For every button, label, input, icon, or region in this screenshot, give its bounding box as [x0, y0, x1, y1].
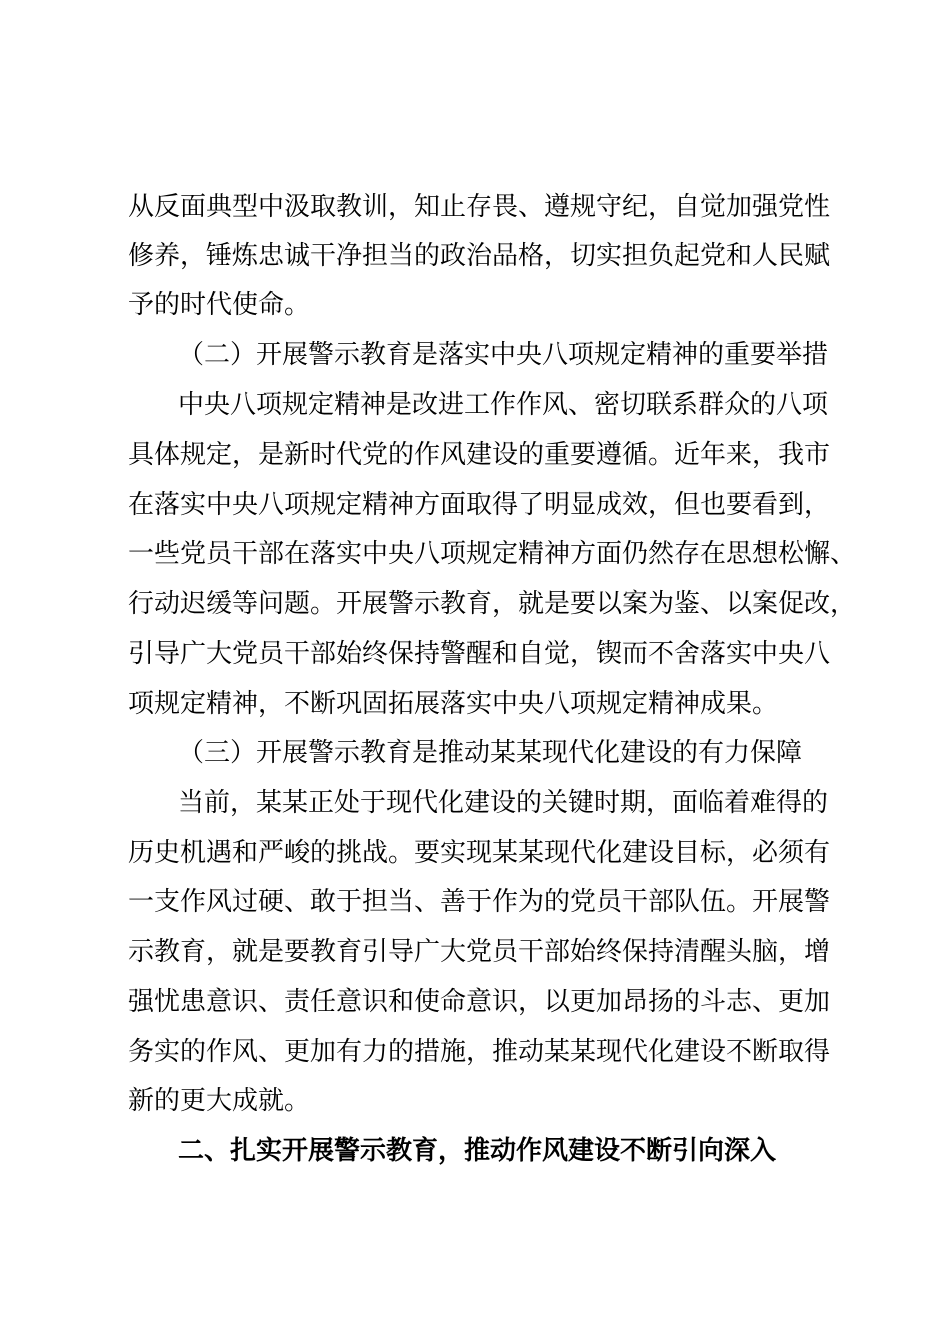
paragraph-2-line-2: 具体规定，是新时代党的作风建设的重要遵循。近年来，我市 — [128, 440, 831, 470]
paragraph-3-line-7: 新的更大成就。 — [128, 1086, 311, 1116]
subheading-3: （三）开展警示教育是推动某某现代化建设的有力保障 — [178, 738, 803, 768]
paragraph-1-line-2: 修养，锤炼忠诚干净担当的政治品格，切实担负起党和人民赋 — [128, 241, 831, 271]
subheading-2: （二）开展警示教育是落实中央八项规定精神的重要举措 — [178, 340, 829, 370]
paragraph-3-line-5: 强忧患意识、责任意识和使命意识，以更加昂扬的斗志、更加 — [128, 987, 831, 1017]
paragraph-1-line-1: 从反面典型中汲取教训，知止存畏、遵规守纪，自觉加强党性 — [128, 192, 831, 222]
paragraph-3-line-1: 当前，某某正处于现代化建设的关键时期，面临着难得的 — [178, 788, 829, 818]
paragraph-2-line-4: 一些党员干部在落实中央八项规定精神方面仍然存在思想松懈、 — [128, 539, 857, 569]
paragraph-2-line-3: 在落实中央八项规定精神方面取得了明显成效，但也要看到， — [128, 490, 831, 520]
paragraph-3-line-4: 示教育，就是要教育引导广大党员干部始终保持清醒头脑，增 — [128, 937, 831, 967]
paragraph-1-line-3: 予的时代使命。 — [128, 290, 311, 320]
section-heading: 二、扎实开展警示教育，推动作风建设不断引向深入 — [178, 1136, 777, 1166]
paragraph-3-line-2: 历史机遇和严峻的挑战。要实现某某现代化建设目标，必须有 — [128, 838, 831, 868]
paragraph-2-line-5: 行动迟缓等问题。开展警示教育，就是要以案为鉴、以案促改， — [128, 589, 857, 619]
paragraph-2-line-1: 中央八项规定精神是改进工作作风、密切联系群众的八项 — [178, 390, 829, 420]
paragraph-2-line-7: 项规定精神，不断巩固拓展落实中央八项规定精神成果。 — [128, 689, 779, 719]
paragraph-2-line-6: 引导广大党员干部始终保持警醒和自觉，锲而不舍落实中央八 — [128, 639, 831, 669]
paragraph-3-line-6: 务实的作风、更加有力的措施，推动某某现代化建设不断取得 — [128, 1037, 831, 1067]
paragraph-3-line-3: 一支作风过硬、敢于担当、善于作为的党员干部队伍。开展警 — [128, 887, 831, 917]
